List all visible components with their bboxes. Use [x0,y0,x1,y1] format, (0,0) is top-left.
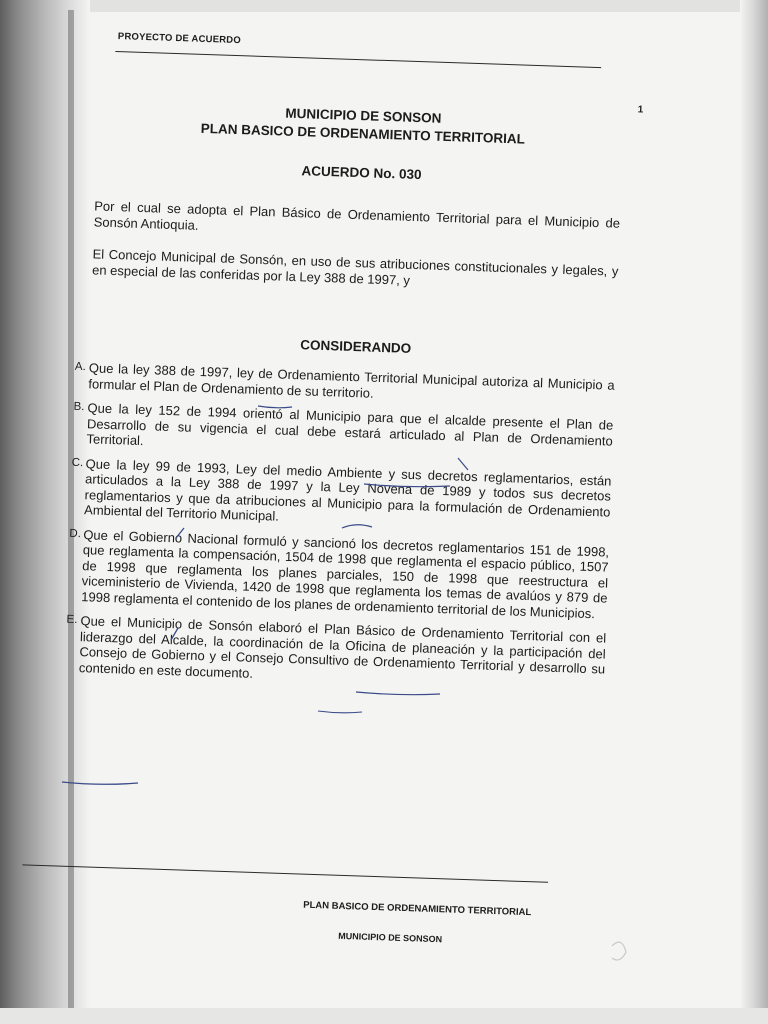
item-marker: A. [74,360,86,374]
considerando-list [64,360,614,702]
footer-divider [22,864,548,882]
footer-subtitle: MUNICIPIO DE SONSON [338,930,443,945]
considerando-item-d [67,526,609,621]
item-text: Que la ley 388 de 1997, ley de Ordenamiento Territorial Municipal autoriza al Municipio a formular el Plan de Ordenamiento de su territorio. [88,360,615,401]
considerando-item-b [72,400,613,464]
header-label: PROYECTO DE ACUERDO [117,31,242,47]
considerando-item-e [65,613,607,693]
item-marker: B. [73,400,85,414]
title-plan: PLAN BASICO DE ORDENAMIENTO TERRITORIAL [200,120,526,147]
intro-paragraph: Por el cual se adopta el Plan Básico de Ordenamiento Territorial para el Municipio de Sonsón Antioquia. [93,198,621,233]
item-text: Que el Gobierno Nacional formuló y sancionó los decretos reglamentarios 151 de 1998, que reglamenta la compensación, 1504 de 1998 que reglamenta el espacio público, 1507 de 1998 que reglamenta los planes parciales, 150 de 1998 que reestructura el viceministerio de Vivienda, 1420 de 1998 que reglamenta los temas de avalúos y 879 de 1998 reglamenta el contenido de los planes de ordenamiento territorial de los Municipios. [81,526,610,621]
header-divider [115,51,601,68]
item-marker: E. [66,613,78,627]
concejo-paragraph: El Concejo Municipal de Sonsón, en uso de sus atribuciones constitucionales y legales, y en especial de las conferidas por la Ley 388 de 1997, y [91,246,619,288]
considerando-item-a [74,360,615,409]
document-title [193,102,534,149]
item-marker: D. [69,527,82,540]
title-municipio: MUNICIPIO DE SONSON [285,105,442,126]
item-marker: C. [71,456,84,469]
considerando-heading: CONSIDERANDO [300,337,412,356]
footer-title: PLAN BASICO DE ORDENAMIENTO TERRITORIAL [303,899,532,919]
acuerdo-number: ACUERDO No. 030 [301,163,422,183]
item-text: Que el Municipio de Sonsón elaboró el Plan Básico de Ordenamiento Territorial con el liderazgo del Alcalde, la coordinación de la Oficina de planeación y la participación del Consejo de Gobierno y el Consejo Consultivo de Ordenamiento Territorial y desarrollo su contenido en este documento. [78,613,607,681]
page-number: 1 [637,104,644,116]
item-text: Que la ley 99 de 1993, Ley del medio Ambiente y sus decretos reglamentarios, están articulados a la Ley 388 de 1997 y la Ley Novena de 1989 y todos sus decretos reglamentarios y que da atribuciones al Municipio para la formulación de Ordenamiento Ambiental del Territorio Municipal. [83,455,612,524]
considerando-item-c [70,455,612,535]
item-text: Que la ley 152 de 1994 orientó al Municipio para que el alcalde presente el Plan de Desarrollo de su vigencia el cual debe estará articulado al Plan de Ordenamiento Territorial. [86,400,614,449]
